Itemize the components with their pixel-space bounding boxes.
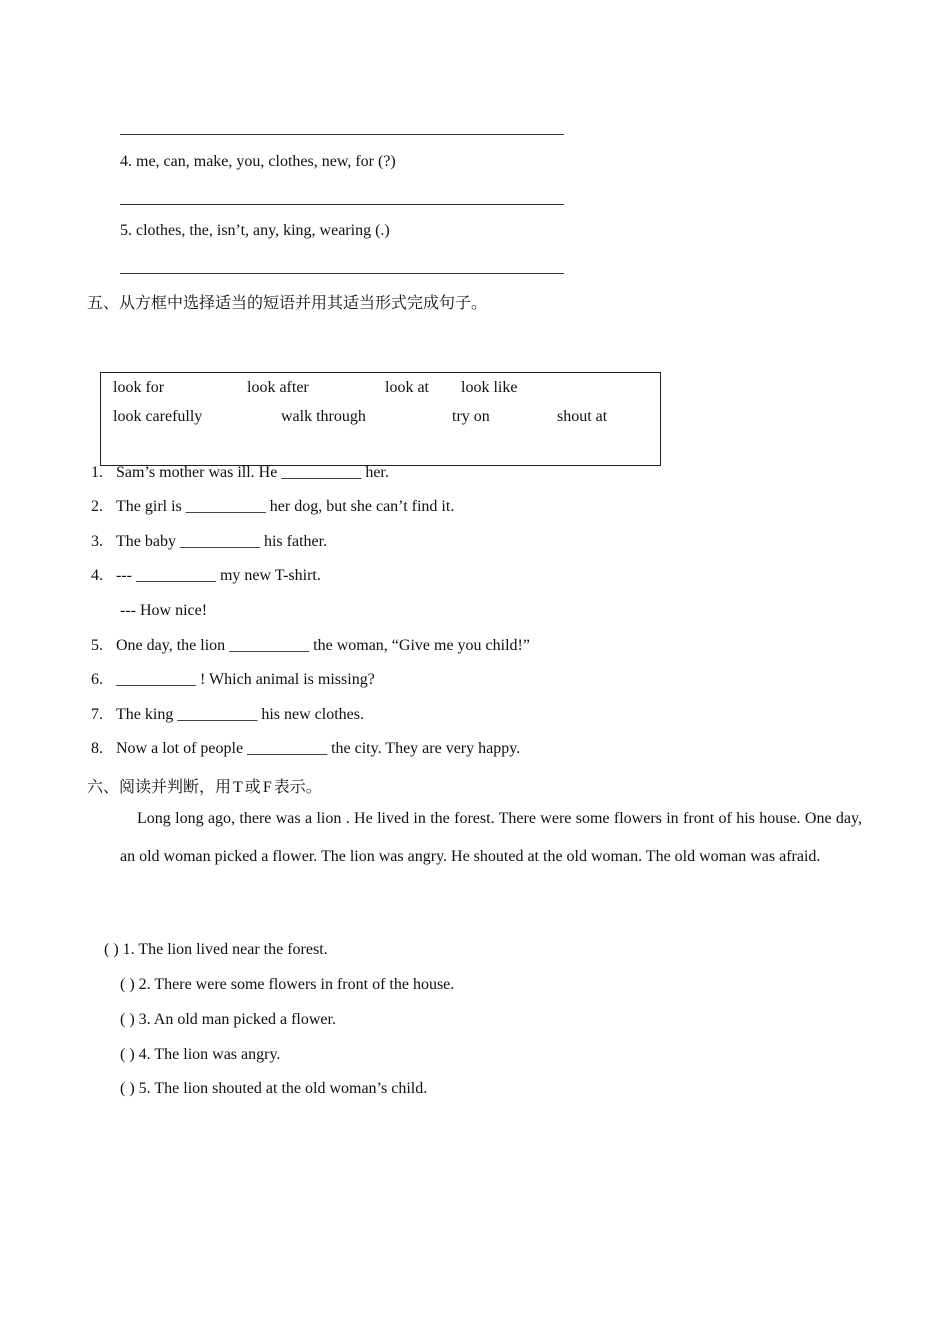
- answer-line-3[interactable]: [120, 134, 564, 135]
- item-text: Now a lot of people __________ the city. They are very happy.: [116, 740, 521, 757]
- item-number: 8.: [91, 740, 103, 757]
- section-5-heading: 五、从方框中选择适当的短语并用其适当形式完成句子。: [87, 293, 488, 312]
- reorder-item-5: 5. clothes, the, isn’t, any, king, wearing (.): [120, 222, 390, 239]
- phrase-look-carefully: look carefully: [113, 408, 203, 425]
- statement-1: ( ) 1. The lion lived near the forest.: [104, 941, 328, 958]
- statement-2: ( ) 2. There were some flowers in front of the house.: [120, 976, 455, 993]
- item-reply: --- How nice!: [120, 602, 208, 619]
- item-text: The baby __________ his father.: [116, 533, 328, 550]
- item-number: 2.: [91, 498, 103, 515]
- item-number: 6.: [91, 671, 103, 688]
- phrase-look-after: look after: [247, 379, 309, 396]
- statement-4: ( ) 4. The lion was angry.: [120, 1046, 281, 1063]
- item-text: Sam’s mother was ill. He __________ her.: [116, 464, 389, 481]
- item-text: One day, the lion __________ the woman, “Give me you child!”: [116, 637, 530, 654]
- heading-letter-f: F: [262, 779, 272, 796]
- answer-line-5[interactable]: [120, 273, 564, 274]
- item-text: __________ ! Which animal is missing?: [116, 671, 375, 688]
- statement-3: ( ) 3. An old man picked a flower.: [120, 1011, 336, 1028]
- statement-5: ( ) 5. The lion shouted at the old woman’s child.: [120, 1080, 428, 1097]
- heading-part: 或: [244, 777, 261, 796]
- answer-line-4[interactable]: [120, 204, 564, 205]
- item-number: 1.: [91, 464, 103, 481]
- heading-part: 六、阅读并判断，用: [87, 777, 232, 796]
- item-number: 7.: [91, 706, 103, 723]
- phrase-look-for: look for: [113, 379, 165, 396]
- phrase-try-on: try on: [452, 408, 490, 425]
- item-number: 4.: [91, 567, 103, 584]
- item-text: The girl is __________ her dog, but she can’t find it.: [116, 498, 455, 515]
- item-text: The king __________ his new clothes.: [116, 706, 364, 723]
- item-text: --- __________ my new T-shirt.: [116, 567, 321, 584]
- phrase-look-at: look at: [385, 379, 429, 396]
- section-6-heading: [87, 774, 322, 797]
- phrase-walk-through: walk through: [281, 408, 366, 425]
- heading-part: 表示。: [273, 777, 322, 796]
- item-number: 3.: [91, 533, 103, 550]
- item-number: 5.: [91, 637, 103, 654]
- reading-passage: Long long ago, there was a lion . He lived in the forest. There were some flowers in front of his house. One day, an old woman picked a flower. The lion was angry. He shouted at the old woman. The old woman was afraid.: [120, 810, 862, 865]
- reorder-item-4: 4. me, can, make, you, clothes, new, for (?): [120, 153, 396, 170]
- heading-letter-t: T: [233, 779, 243, 796]
- phrase-shout-at: shout at: [557, 408, 608, 425]
- phrase-look-like: look like: [461, 379, 518, 396]
